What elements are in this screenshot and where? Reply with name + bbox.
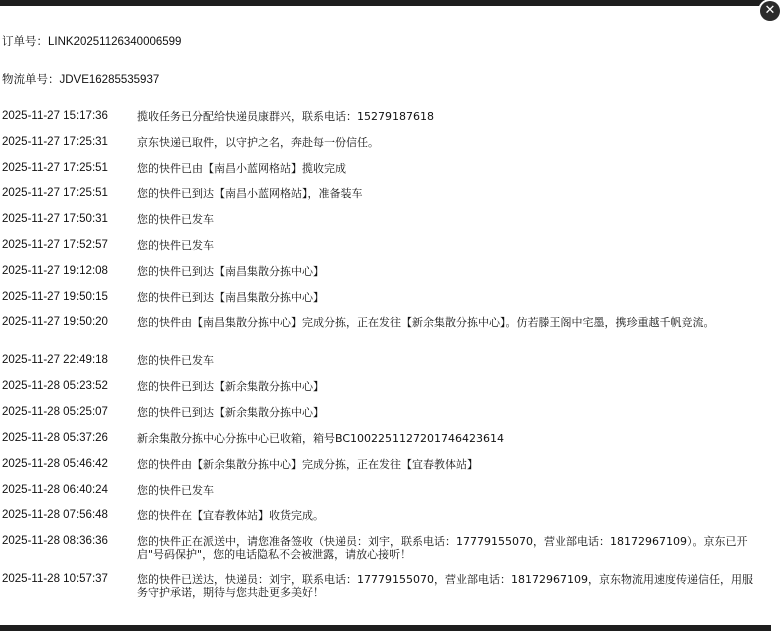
event-time: 2025-11-28 05:25:07 [2, 406, 108, 418]
event-description: 您的快件已到达【南昌集散分拣中心】 [137, 265, 324, 278]
event-time: 2025-11-28 05:37:26 [2, 432, 108, 444]
event-description: 您的快件由【南昌集散分拣中心】完成分拣，正在发往【新余集散分拣中心】。仿若滕王阁中宅墨，携珍重越千帆竞流。 [137, 316, 715, 329]
event-time: 2025-11-27 17:50:31 [2, 213, 108, 225]
event-description: 您的快件已送达，快递员：刘宇，联系电话：17779155070，营业部电话：18172967109，京东物流用速度传递信任，用服务守护承诺，期待与您共赴更多美好！ [137, 573, 753, 599]
event-description: 您的快件已到达【新余集散分拣中心】 [137, 406, 324, 419]
event-time: 2025-11-28 07:56:48 [2, 509, 108, 521]
event-time: 2025-11-28 08:36:36 [2, 535, 108, 547]
event-description: 您的快件在【宜春教体站】收货完成。 [137, 509, 324, 522]
event-description: 您的快件已发车 [137, 239, 214, 252]
event-time: 2025-11-27 17:52:57 [2, 239, 108, 251]
event-description: 京东快递已取件，以守护之名，奔赴每一份信任。 [137, 136, 379, 149]
event-time: 2025-11-27 19:50:20 [2, 316, 108, 328]
event-time: 2025-11-28 05:23:52 [2, 380, 108, 392]
event-time: 2025-11-27 17:25:51 [2, 187, 108, 199]
event-time: 2025-11-28 10:57:37 [2, 573, 108, 585]
order-number-value: LINK20251126340006599 [48, 36, 182, 48]
event-description: 您的快件已由【南昌小蓝网格站】揽收完成 [137, 162, 346, 175]
order-number-label: 订单号： [2, 34, 48, 48]
event-description: 您的快件已到达【新余集散分拣中心】 [137, 380, 324, 393]
tracking-number-value: JDVE16285535937 [59, 74, 160, 86]
event-description: 您的快件已发车 [137, 354, 214, 367]
event-time: 2025-11-28 06:40:24 [2, 484, 108, 496]
order-number-line [2, 33, 181, 49]
event-description: 您的快件由【新余集散分拣中心】完成分拣，正在发往【宜春教体站】 [137, 458, 478, 471]
close-icon[interactable]: ✕ [760, 1, 780, 21]
event-description: 您的快件已到达【南昌集散分拣中心】 [137, 291, 324, 304]
event-time: 2025-11-27 15:17:36 [2, 110, 108, 122]
event-time: 2025-11-27 19:50:15 [2, 291, 108, 303]
event-time: 2025-11-28 05:46:42 [2, 458, 108, 470]
event-description: 您的快件正在派送中，请您准备签收（快递员：刘宇，联系电话：17779155070，营业部电话：18172967109）。京东已开启"号码保护"，您的电话隐私不会被泄露，请放心接听！ [137, 535, 748, 561]
event-time: 2025-11-27 17:25:51 [2, 162, 108, 174]
tracking-number-line [2, 71, 159, 87]
event-time: 2025-11-27 22:49:18 [2, 354, 108, 366]
event-description: 您的快件已到达【南昌小蓝网格站】，准备装车 [137, 187, 363, 200]
event-description: 揽收任务已分配给快递员康群兴，联系电话：15279187618 [137, 110, 434, 123]
bottom-window-edge [0, 625, 771, 631]
event-time: 2025-11-27 19:12:08 [2, 265, 108, 277]
tracking-number-label: 物流单号： [2, 72, 60, 86]
event-description: 您的快件已发车 [137, 213, 214, 226]
top-toolbar-strip [0, 0, 771, 6]
event-description: 您的快件已发车 [137, 484, 214, 497]
event-time: 2025-11-27 17:25:31 [2, 136, 108, 148]
event-description: 新余集散分拣中心分拣中心已收箱，箱号BC1002251127201746423614 [137, 432, 505, 445]
